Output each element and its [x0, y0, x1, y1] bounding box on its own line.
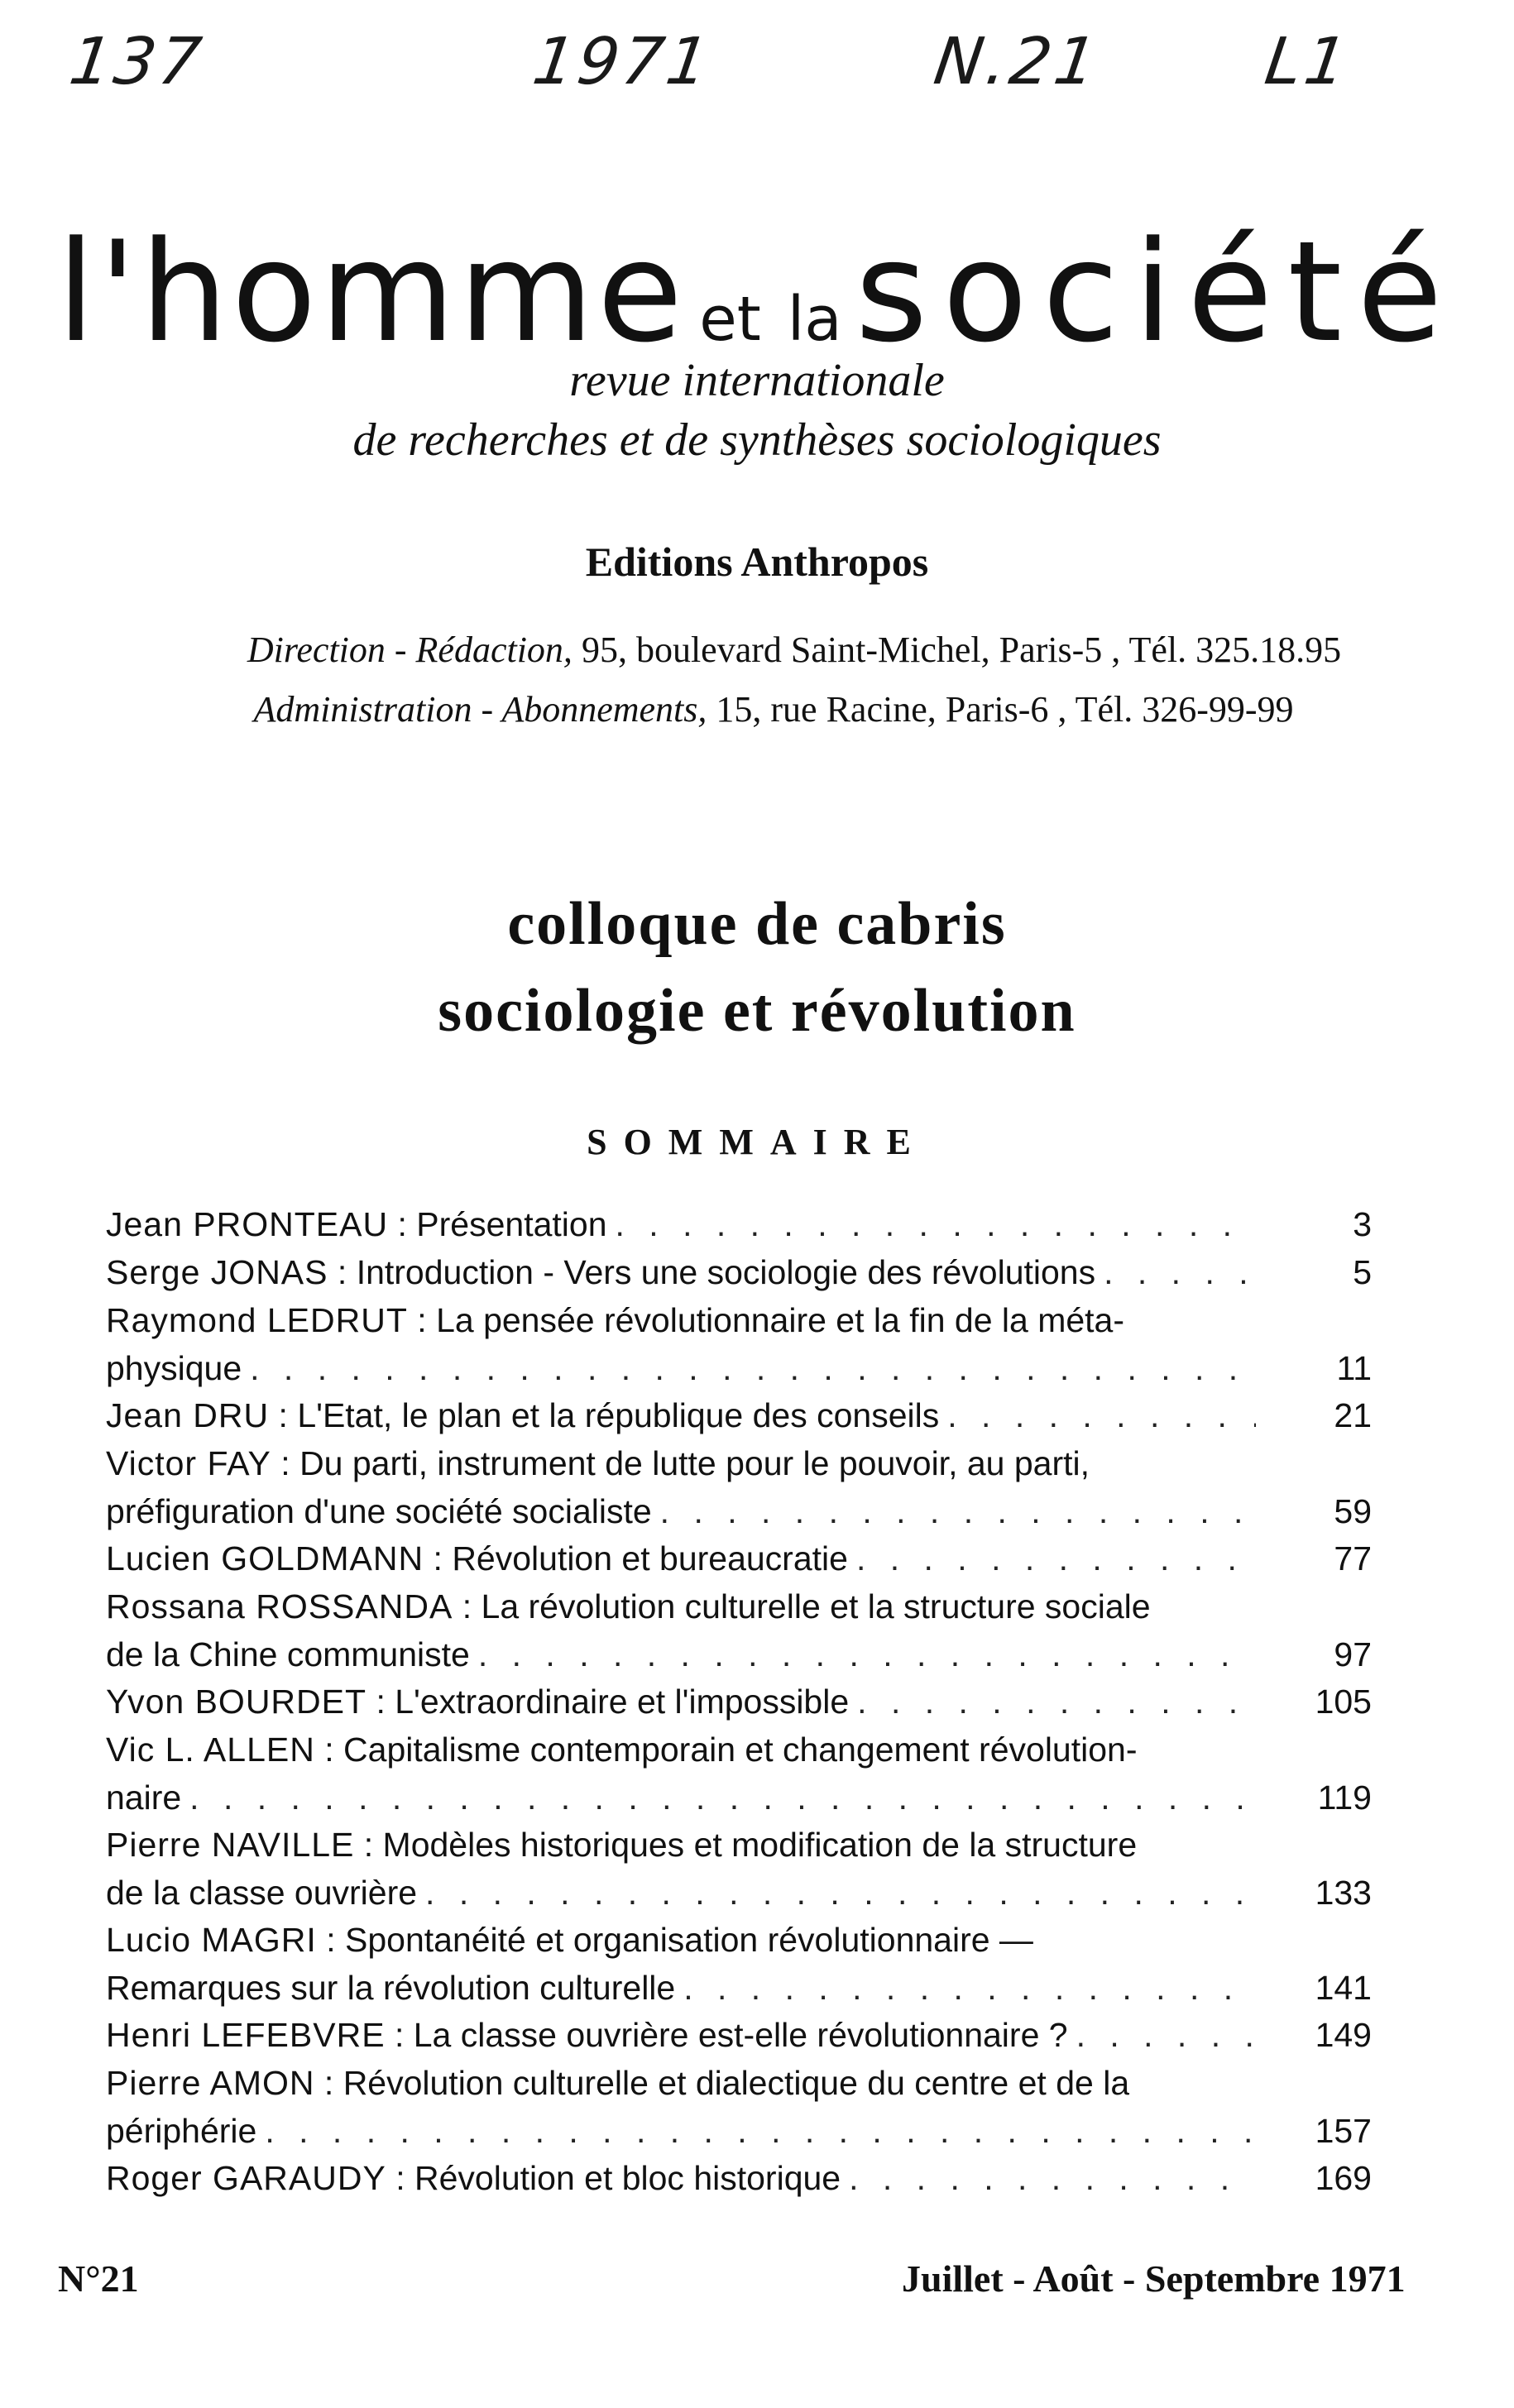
- toc-line: Jean PRONTEAU : Présentation . . . 3: [106, 1201, 1372, 1249]
- toc-leader-dots: [425, 1869, 1256, 1917]
- toc-entry: [106, 2155, 1372, 2203]
- toc-page-number: 21: [1334, 1396, 1372, 1434]
- toc-leader-dots: [1104, 1249, 1256, 1296]
- toc-title: Modèles historiques et modification de la structure: [382, 1826, 1138, 1864]
- address-text: 95, boulevard Saint-Michel, Paris-5 , Tél. 325.18.95: [581, 630, 1342, 670]
- toc-entry: [106, 1440, 1372, 1535]
- toc-line: [106, 2108, 1372, 2155]
- toc-page-number: 97: [1334, 1635, 1372, 1673]
- toc-line: [106, 1631, 1372, 1678]
- toc-author: Henri LEFEBVRE: [106, 2016, 386, 2054]
- table-of-contents: [106, 1201, 1372, 2203]
- toc-page-number: 133: [1315, 1874, 1372, 1912]
- publisher-name: Editions Anthropos: [585, 539, 929, 585]
- toc-page-number: 169: [1315, 2159, 1372, 2197]
- toc-page-number: 77: [1334, 1539, 1372, 1577]
- toc-leader-dots: [947, 1392, 1256, 1439]
- toc-page-number: 105: [1315, 1683, 1372, 1721]
- toc-leader-dots: [849, 2155, 1256, 2202]
- toc-entry: [106, 1392, 1372, 1440]
- toc-author: Vic L. ALLEN: [106, 1731, 315, 1769]
- toc-entry: [106, 1822, 1372, 1917]
- issue-date: Juillet - Août - Septembre 1971: [902, 2257, 1406, 2300]
- toc-entry: [106, 1726, 1372, 1822]
- toc-leader-dots: [660, 1488, 1256, 1535]
- toc-title: naire: [106, 1778, 182, 1817]
- toc-line: Yvon BOURDET : L'extraordinaire et l'impossible . . . 105: [106, 1678, 1372, 1726]
- toc-title: La révolution culturelle et la structure sociale: [481, 1587, 1151, 1625]
- toc-line: Pierre AMON : Révolution culturelle et dialectique du centre et de la: [106, 2064, 1130, 2102]
- toc-title: Remarques sur la révolution culturelle: [106, 1969, 676, 2007]
- toc-line: Pierre NAVILLE : Modèles historiques et modification de la structure: [106, 1826, 1138, 1864]
- toc-entry: [106, 1201, 1372, 1249]
- issue-number: N°21: [58, 2257, 139, 2300]
- toc-entry: [106, 1678, 1372, 1726]
- toc-line: [106, 1345, 1372, 1392]
- handwritten-note-issue: N.21: [929, 25, 1104, 99]
- toc-title: La pensée révolutionnaire et la fin de la méta-: [436, 1301, 1124, 1339]
- toc-page-number: 149: [1315, 2016, 1372, 2054]
- toc-title: Introduction - Vers une sociologie des révolutions: [356, 1253, 1096, 1291]
- toc-title: Capitalisme contemporain et changement révolution-: [343, 1731, 1138, 1769]
- toc-entry: [106, 1297, 1372, 1392]
- toc-page-number: 141: [1315, 1969, 1372, 2007]
- toc-line: Henri LEFEBVRE : La classe ouvrière est-elle révolutionnaire ? . . . 149: [106, 2012, 1372, 2060]
- handwritten-note-year: 1971: [528, 25, 716, 99]
- toc-line: [106, 1774, 1372, 1822]
- toc-title: physique: [106, 1349, 242, 1387]
- contents-heading: SOMMAIRE: [587, 1122, 927, 1162]
- toc-page-number: 3: [1353, 1205, 1372, 1243]
- toc-page-number: 157: [1315, 2112, 1372, 2150]
- issue-theme-line2: sociologie et révolution: [438, 977, 1076, 1045]
- toc-author: Lucien GOLDMANN: [106, 1539, 424, 1577]
- toc-title: L'Etat, le plan et la république des conseils: [297, 1396, 940, 1434]
- toc-line: Vic L. ALLEN : Capitalisme contemporain et changement révolution-: [106, 1731, 1138, 1769]
- toc-title: périphérie: [106, 2112, 257, 2150]
- masthead-word-la: la: [787, 284, 842, 355]
- toc-line: Victor FAY : Du parti, instrument de lutte pour le pouvoir, au parti,: [106, 1444, 1090, 1482]
- toc-leader-dots: [189, 1774, 1256, 1822]
- toc-leader-dots: [1076, 2012, 1256, 2059]
- toc-line: [106, 1488, 1372, 1535]
- toc-author: Raymond LEDRUT: [106, 1301, 408, 1339]
- toc-entry: [106, 1535, 1372, 1583]
- toc-line: Roger GARAUDY : Révolution et bloc historique . . . 169: [106, 2155, 1372, 2203]
- address-administration: [0, 688, 1514, 730]
- toc-author: Pierre NAVILLE: [106, 1826, 355, 1864]
- toc-author: Jean DRU: [106, 1396, 270, 1434]
- toc-author: Pierre AMON: [106, 2064, 315, 2102]
- toc-line: [106, 1965, 1372, 2012]
- address-direction: [0, 629, 1514, 671]
- toc-line: Lucien GOLDMANN : Révolution et bureaucratie . . . 77: [106, 1535, 1372, 1583]
- toc-leader-dots: [616, 1201, 1256, 1248]
- toc-title: de la classe ouvrière: [106, 1874, 418, 1912]
- journal-subtitle-line1: revue internationale: [569, 355, 945, 406]
- toc-author: Roger GARAUDY: [106, 2159, 386, 2197]
- toc-leader-dots: [265, 2108, 1256, 2155]
- toc-author: Serge JONAS: [106, 1253, 328, 1291]
- toc-line: [106, 1869, 1372, 1917]
- toc-page-number: 11: [1336, 1349, 1372, 1387]
- masthead-word-homme: l'homme: [56, 211, 687, 373]
- toc-title: de la Chine communiste: [106, 1635, 470, 1673]
- toc-entry: [106, 2012, 1372, 2060]
- toc-line: Lucio MAGRI : Spontanéité et organisation révolutionnaire —: [106, 1921, 1033, 1959]
- toc-title: Révolution culturelle et dialectique du centre et de la: [343, 2064, 1130, 2102]
- masthead-word-societe: société: [855, 211, 1458, 373]
- journal-subtitle-line2: de recherches et de synthèses sociologiques: [352, 414, 1162, 466]
- toc-line: Rossana ROSSANDA : La révolution culturelle et la structure sociale: [106, 1587, 1151, 1625]
- handwritten-note-code: L1: [1260, 25, 1355, 99]
- toc-title: Du parti, instrument de lutte pour le pouvoir, au parti,: [299, 1444, 1090, 1482]
- toc-leader-dots: [683, 1965, 1256, 2012]
- toc-leader-dots: [856, 1535, 1256, 1582]
- toc-title: Révolution et bureaucratie: [452, 1539, 848, 1577]
- toc-title: Présentation: [416, 1205, 607, 1243]
- masthead-word-et: et: [699, 284, 761, 355]
- toc-author: Lucio MAGRI: [106, 1921, 317, 1959]
- toc-page-number: 59: [1334, 1492, 1372, 1530]
- journal-masthead: [0, 211, 1514, 373]
- address-label: Administration - Abonnements,: [253, 689, 707, 730]
- toc-entry: [106, 1583, 1372, 1678]
- toc-author: Jean PRONTEAU: [106, 1205, 389, 1243]
- toc-page-number: 5: [1353, 1253, 1372, 1291]
- toc-title: Révolution et bloc historique: [414, 2159, 841, 2197]
- toc-line: Raymond LEDRUT : La pensée révolutionnaire et la fin de la méta-: [106, 1301, 1124, 1339]
- toc-title: L'extraordinaire et l'impossible: [395, 1683, 850, 1721]
- toc-title: préfiguration d'une société socialiste: [106, 1492, 652, 1530]
- toc-author: Yvon BOURDET: [106, 1683, 367, 1721]
- toc-leader-dots: [857, 1678, 1256, 1726]
- toc-entry: [106, 2060, 1372, 2155]
- address-text: 15, rue Racine, Paris-6 , Tél. 326-99-99: [716, 689, 1294, 730]
- toc-leader-dots: [250, 1345, 1256, 1392]
- issue-theme-line1: colloque de cabris: [507, 890, 1007, 958]
- toc-author: Rossana ROSSANDA: [106, 1587, 453, 1625]
- toc-line: Jean DRU : L'Etat, le plan et la république des conseils . . . 21: [106, 1392, 1372, 1440]
- toc-leader-dots: [478, 1631, 1256, 1678]
- toc-line: Serge JONAS : Introduction - Vers une sociologie des révolutions . . . 5: [106, 1249, 1372, 1297]
- toc-title: La classe ouvrière est-elle révolutionnaire ?: [413, 2016, 1068, 2054]
- toc-entry: [106, 1917, 1372, 2012]
- handwritten-note-number: 137: [65, 25, 209, 99]
- toc-entry: [106, 1249, 1372, 1297]
- toc-author: Victor FAY: [106, 1444, 271, 1482]
- toc-page-number: 119: [1317, 1778, 1372, 1817]
- address-label: Direction - Rédaction,: [247, 630, 573, 670]
- toc-title: Spontanéité et organisation révolutionnaire —: [345, 1921, 1033, 1959]
